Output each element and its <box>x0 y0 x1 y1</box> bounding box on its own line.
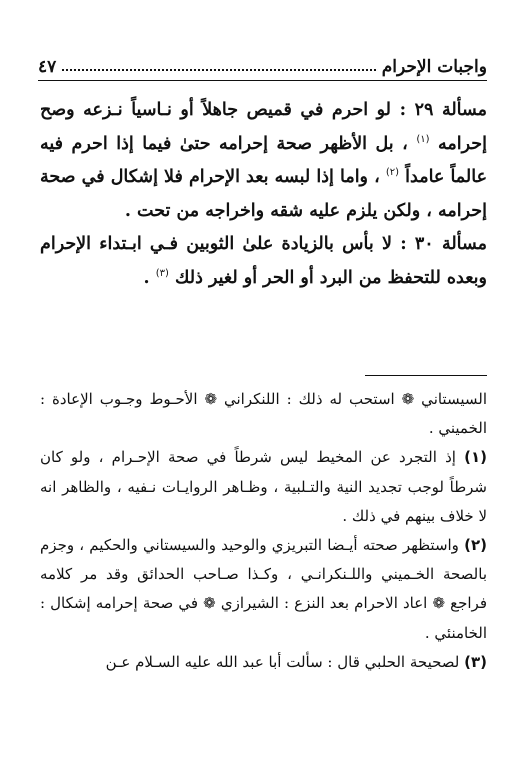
footnote-number: (١) <box>464 448 487 467</box>
issue-text: ، واما إذا لبسه بعد الإحرام فلا إشكال في صحة إحرامه ، ولكن يلزم عليه شقه واخراجه من تحت . <box>40 167 487 221</box>
page-number: ٤٧ <box>38 57 57 77</box>
issue-text: لا بأس بالزيادة علىٰ الثوبين فـي ابـتداء الإحرام وبعده للتحفظ من البرد أو الحر أو لغير ذلك <box>40 234 487 288</box>
footnote-text: إذ التجرد عن المخيط ليس شرطاً في صحة الإحـرام ، ولو كان شرطاً لوجب تجديد النية والتـلبية ، وظـاهر الروايـات نـفيه ، والظاهر انه لا خلاف بينهم في ذلك . <box>40 448 487 525</box>
chapter-title: واجبات الإحرام <box>381 57 487 77</box>
footnote-continued <box>40 385 487 443</box>
footnote-2 <box>40 531 487 648</box>
issue-29 <box>40 94 487 228</box>
issue-text: لو احرم في قميص جاهلاً أو نـاسياً نـزعه وصح إحرامه <box>40 100 487 154</box>
footnote-text: السيستاني ❁ استحب له ذلك : اللنكراني ❁ الأحـوط وجـوب الإعادة : الخميني . <box>40 390 487 438</box>
main-text <box>40 94 487 295</box>
leader-dots <box>62 69 376 71</box>
header-divider <box>38 80 487 81</box>
footnotes <box>40 385 487 677</box>
issue-label: مسألة ٢٩ : <box>399 100 487 120</box>
footnote-text: واستظهر صحته أيـضا التبريزي والوحيد والسيستاني والحكيم ، وجزم بالصحة الخـميني واللـنكرانـي ، وكـذا صـاحب الحدائق وقد مر كلامه فراجع ❁ اعاد الاحرام بعد النزع : الشيرازي ❁ في صحة إحرامه إشكال : الخامنئي . <box>40 536 487 642</box>
footnote-ref[interactable]: (١) <box>416 133 430 145</box>
footnote-separator <box>365 375 487 376</box>
issue-text: . <box>143 267 156 288</box>
running-header <box>38 48 487 76</box>
footnote-1 <box>40 443 487 531</box>
footnote-ref[interactable]: (٢) <box>385 167 400 179</box>
footnote-3 <box>40 648 487 677</box>
issue-label: مسألة ٣٠ : <box>400 234 487 254</box>
footnote-ref[interactable]: (٣) <box>155 267 169 279</box>
issue-text: ، بل الأظهر صحة إحرامه حتىٰ فيما إذا احرم فيه عالماً عامداً <box>40 133 488 187</box>
footnote-text: لصحيحة الحلبي قال : سألت أبا عبد الله عليه السـلام عـن <box>105 652 465 671</box>
footnote-number: (٣) <box>464 652 487 671</box>
footnote-number: (٢) <box>464 536 487 555</box>
issue-30 <box>40 228 487 295</box>
